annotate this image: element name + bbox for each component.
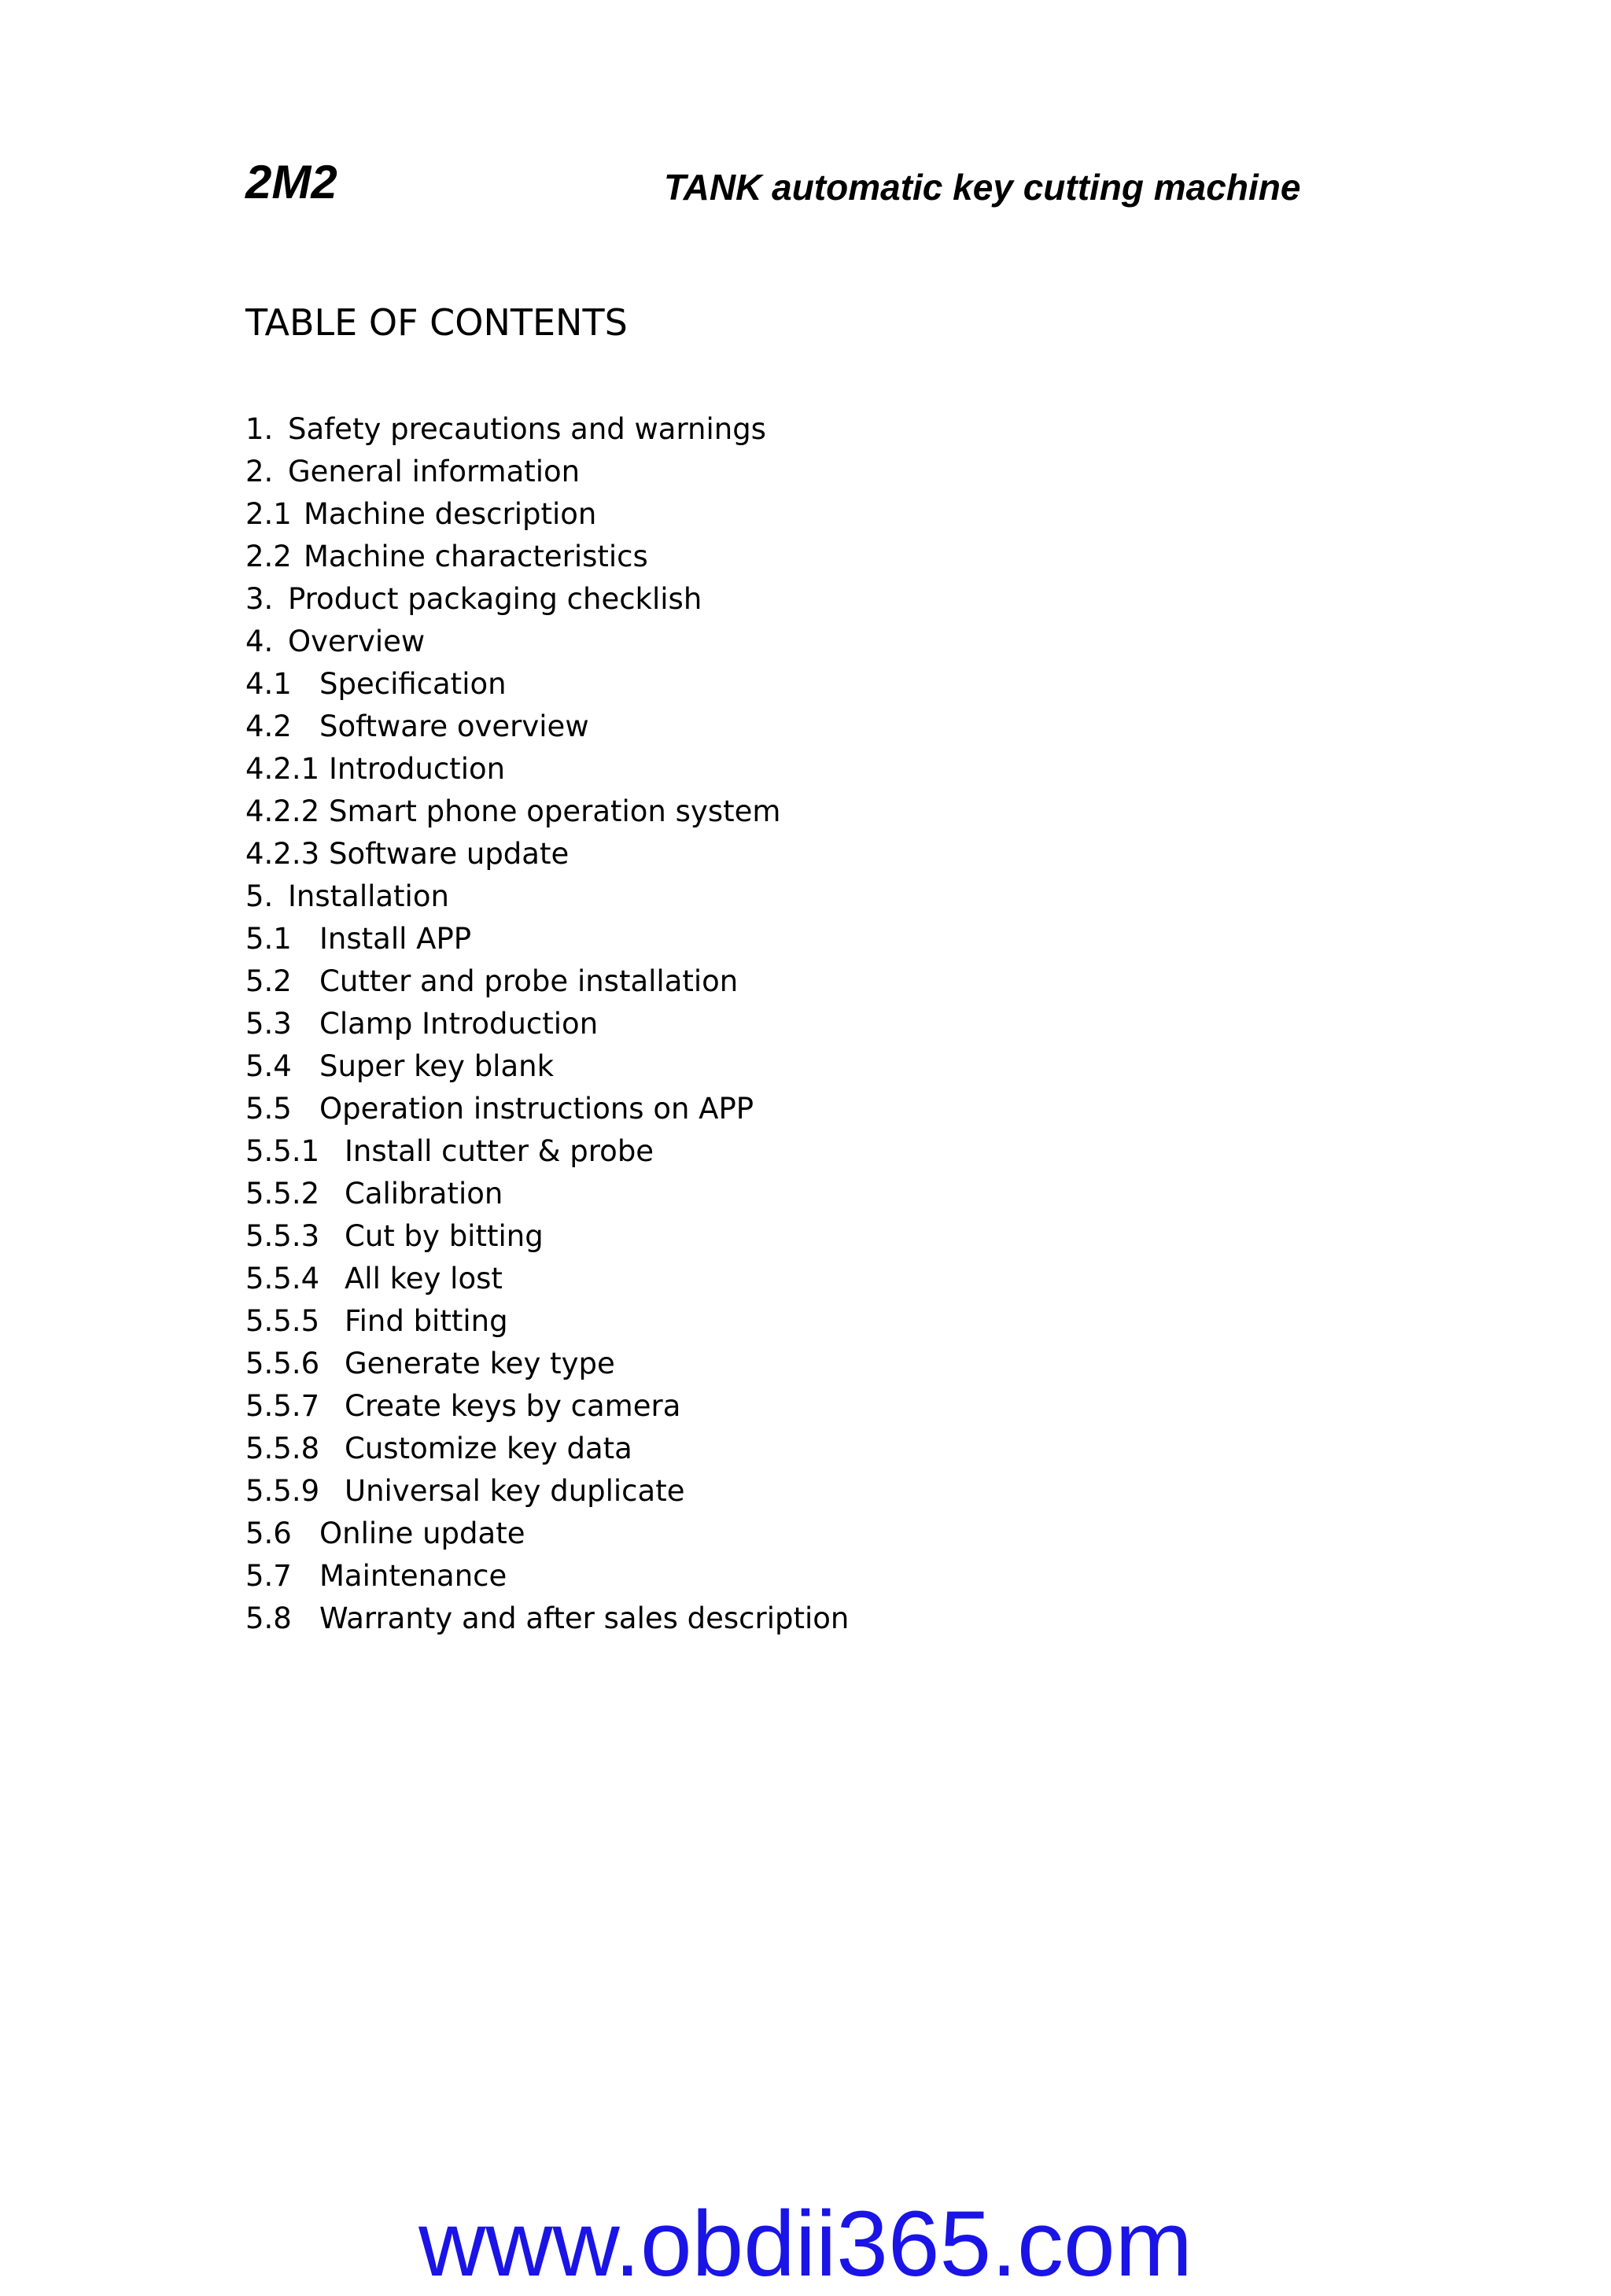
page-header [245,154,1347,217]
toc-entry[interactable] [245,1087,849,1130]
toc-entry-number: 2.2 [245,539,292,573]
toc-entry-label: General information [288,454,581,488]
toc-entry-number: 1. [245,411,274,446]
toc-entry-number: 5.7 [245,1558,292,1593]
toc-entry-label: Safety precautions and warnings [288,411,766,446]
toc-entry-label: Overview [288,624,426,658]
toc-entry-number: 4.2.1 [245,751,320,786]
toc-entry[interactable] [245,747,849,790]
toc-entry[interactable] [245,1342,849,1384]
toc-entry-label: Universal key duplicate [345,1473,685,1508]
toc-entry[interactable] [245,1257,849,1299]
toc-entry[interactable] [245,1214,849,1257]
toc-entry-label: Online update [319,1516,525,1550]
toc-entry[interactable] [245,875,849,917]
toc-entry-number: 5.5 [245,1091,292,1126]
toc-entry-number: 5.5.1 [245,1133,320,1168]
toc-entry-label: Find bitting [345,1303,508,1338]
toc-entry-label: Calibration [345,1176,503,1211]
toc-entry[interactable] [245,662,849,705]
toc-entry-number: 5.5.5 [245,1303,320,1338]
toc-entry-number: 5.5.7 [245,1388,320,1423]
toc-entry-label: Clamp Introduction [319,1006,599,1041]
toc-entry-label: Install cutter & probe [345,1133,654,1168]
toc-entry[interactable] [245,960,849,1002]
footer-url[interactable]: www.obdii365.com [418,2192,1193,2296]
toc-entry-label: Create keys by camera [345,1388,681,1423]
toc-entry-number: 5.2 [245,964,292,998]
toc-entry[interactable] [245,1512,849,1554]
toc-entry-label: Introduction [329,751,506,786]
toc-entry-number: 5.1 [245,921,292,956]
toc-list [245,407,849,1639]
toc-entry-number: 5.5.3 [245,1218,320,1253]
toc-entry-number: 5.6 [245,1516,292,1550]
toc-entry[interactable] [245,1299,849,1342]
toc-entry[interactable] [245,1469,849,1512]
toc-entry-number: 2.1 [245,496,292,531]
toc-entry-number: 5.5.6 [245,1346,320,1380]
toc-entry[interactable] [245,1172,849,1214]
toc-entry-label: Machine description [304,496,597,531]
toc-entry-number: 5.5.9 [245,1473,320,1508]
toc-entry[interactable] [245,450,849,492]
toc-entry[interactable] [245,790,849,832]
toc-entry-label: Generate key type [345,1346,615,1380]
toc-entry-number: 5.4 [245,1048,292,1083]
toc-entry-label: Warranty and after sales description [319,1601,850,1635]
toc-entry[interactable] [245,917,849,960]
toc-entry-label: Super key blank [319,1048,555,1083]
toc-entry[interactable] [245,620,849,662]
product-title: TANK automatic key cutting machine [664,167,1301,208]
toc-entry-label: Install APP [319,921,472,956]
toc-entry-label: Installation [288,879,449,913]
toc-entry-label: Specification [319,666,507,701]
toc-entry[interactable] [245,1130,849,1172]
toc-entry-number: 4.2.2 [245,794,320,828]
model-name: 2M2 [245,156,337,208]
toc-entry-label: Maintenance [319,1558,507,1593]
toc-entry-number: 4. [245,624,274,658]
toc-entry-number: 5.8 [245,1601,292,1635]
toc-entry[interactable] [245,1002,849,1045]
toc-entry[interactable] [245,407,849,450]
toc-entry-number: 5. [245,879,274,913]
toc-entry-label: Cutter and probe installation [319,964,739,998]
toc-entry[interactable] [245,705,849,747]
toc-entry[interactable] [245,577,849,620]
toc-entry-number: 4.2 [245,709,292,743]
toc-entry[interactable] [245,1597,849,1639]
toc-entry-label: Operation instructions on APP [319,1091,754,1126]
toc-entry-number: 4.2.3 [245,836,320,871]
toc-entry-label: Smart phone operation system [329,794,781,828]
toc-entry[interactable] [245,1554,849,1597]
toc-entry-label: Product packaging checklish [288,581,702,616]
toc-entry-number: 3. [245,581,274,616]
toc-entry[interactable] [245,832,849,875]
toc-entry-number: 5.3 [245,1006,292,1041]
toc-entry-number: 5.5.4 [245,1261,320,1295]
toc-entry-label: Customize key data [345,1431,632,1465]
toc-entry-label: All key lost [345,1261,503,1295]
toc-entry[interactable] [245,492,849,535]
toc-entry-number: 5.5.8 [245,1431,320,1465]
toc-entry-label: Software overview [319,709,589,743]
toc-entry-number: 4.1 [245,666,292,701]
toc-entry[interactable] [245,1427,849,1469]
toc-entry-label: Software update [329,836,570,871]
toc-entry-number: 5.5.2 [245,1176,320,1211]
toc-entry[interactable] [245,1384,849,1427]
toc-entry-label: Cut by bitting [345,1218,544,1253]
toc-entry[interactable] [245,535,849,577]
toc-entry-number: 2. [245,454,274,488]
toc-entry[interactable] [245,1045,849,1087]
toc-heading: TABLE OF CONTENTS [245,301,628,344]
toc-entry-label: Machine characteristics [304,539,648,573]
